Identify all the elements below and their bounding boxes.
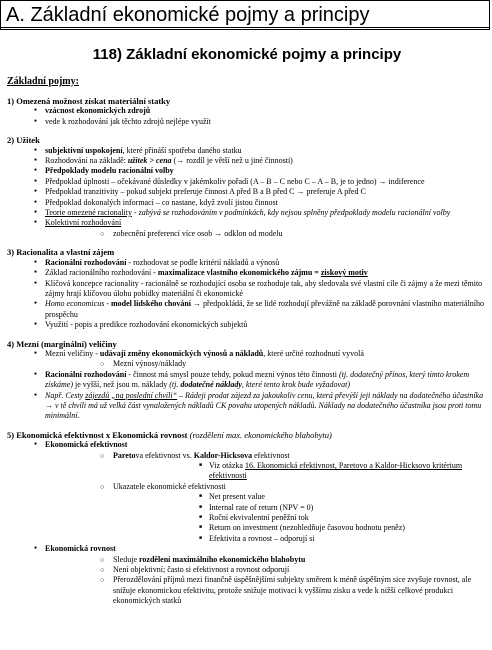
list-item [7, 146, 487, 156]
term: dodatečné náklady [180, 380, 242, 390]
list-item: ● Využití - popis a predikce rozhodování ekonomických subjektů [7, 320, 487, 330]
sub-list [45, 555, 487, 607]
sub-sub-list-item: ■ Internal rate of return (NPV = 0) [113, 503, 487, 513]
sub-sub-list-item: ■ Return on investment (nezohledňuje časovou hodnotu peněz) [113, 523, 487, 533]
header-rule [1, 27, 489, 28]
list-item [7, 349, 487, 370]
sub-sub-list [113, 492, 487, 544]
basic-terms-heading: Základní pojmy: [7, 76, 79, 87]
text: - [104, 299, 111, 309]
term: užitek > cena [127, 156, 172, 166]
section-5-heading [7, 430, 487, 440]
link[interactable]: zájezdů „na poslední chvíli“ [85, 390, 178, 400]
section-2-list [7, 146, 487, 240]
text: → předpokládá, že se lidé rozhodují převážně na základě porovnání vlastního materiálního prospěchu [45, 299, 485, 319]
sub-sub-list-item [113, 461, 487, 482]
list-item: ● Předpoklad úplnosti – očekávané důsledky v jakémkoliv pořadí (A – B – C nebo C – A – B, je to jedno) → indiference [7, 177, 487, 187]
text: Rozhodování na základě: [45, 156, 128, 166]
term: Racionální rozhodování [45, 257, 127, 267]
term: model lidského chování [111, 299, 192, 309]
text: je vyšší, než jsou m. náklady [73, 380, 170, 390]
text: (→ rozdíl je větší než u jiné činnosti) [171, 156, 293, 166]
document-page [7, 34, 487, 607]
text: – Rádeji prodat zájezd za jakoukoliv cenu, která převýší jeji náklady na dodatečného účastníka → v tě chvíli má už velká část vynaložených nákladů CK povahu utopených nákladů. Náklady na dodatečného účastníka jsou proti tomu minimální. [45, 390, 484, 421]
section-2-heading: 2) Užitek [7, 135, 40, 146]
section-4-list [7, 349, 487, 422]
term: Homo economicus [45, 299, 105, 309]
sub-list-item: ○ Není objektivní; často si efektivnost a rovnost odporují [45, 565, 487, 575]
sub-list [45, 359, 487, 369]
document-title: 118) Základní ekonomické pojmy a principy [92, 46, 402, 63]
term: maximalizace vlastního ekonomického zájmu = [157, 268, 321, 278]
sub-list [45, 229, 487, 239]
section-4-heading: 4) Mezní (marginální) veličiny [7, 338, 117, 349]
text: - rozhodovat se podle kritérií nákladů a výnosů [126, 257, 280, 267]
text: Sleduje [113, 554, 139, 564]
term: Kaldor-Hicksova [193, 450, 253, 460]
list-item: ● Předpoklad tranzitivity – pokud subjekt preferuje činnost A před B a B před C → preferuje A před C [7, 187, 487, 197]
sub-sub-list-item: ■ Efektivita a rovnost – odporují si [113, 534, 487, 544]
list-item [7, 370, 487, 391]
sub-list-item: ○ Přerozdělování příjmů mezi finančně úspěšnějšími subjekty směrem k méně úspěšným sice zvyšuje rovnost, ale snižuje ekonomickou efektivitu, protože snižuje motivaci k vyššímu zisku a vede k nižší celkové produkci ekonomických statků [45, 575, 487, 606]
sub-list [45, 451, 487, 545]
text: - zabývá se rozhodováním v podmínkách, kdy nejsou splněny předpoklady modelu racionální volby [131, 208, 451, 218]
text: - činnost má smysl pouze tehdy, pokud mezní výnos této činnosti [126, 369, 339, 379]
sub-sub-list-item: ■ Roční ekvivalentní peněžní tok [113, 513, 487, 523]
section-1-list [7, 106, 487, 127]
sub-sub-list [113, 461, 487, 482]
link[interactable]: Kolektivní rozhodování [45, 218, 122, 228]
term: Pareto [113, 450, 136, 460]
list-item [7, 299, 487, 320]
text: Základ racionálního rozhodování - [45, 268, 158, 278]
header-title: A. Základní ekonomické pojmy a principy [6, 4, 370, 26]
text: efektivnost [252, 450, 290, 460]
text: Viz otázka [209, 461, 245, 470]
term: ziskový motiv [320, 268, 368, 278]
list-item [7, 268, 487, 278]
list-item [7, 208, 487, 218]
text: , které přináší spotřeba daného statku [122, 145, 242, 155]
list-item: ● Předpoklady modelu racionální volby [7, 166, 487, 176]
sub-list-item: ○ zobecnění preferencí více osob → odklon od modelu [45, 229, 487, 239]
list-item [7, 544, 487, 606]
list-item [7, 156, 487, 166]
section-1-heading: 1) Omezená možnost získat materiální statky [7, 96, 171, 106]
text: (tj. dodatečný přínos, který tímto krokem získáme) [45, 369, 470, 390]
text: Např. Cesty [45, 390, 86, 400]
list-item: ● Klíčová koncepce racionality - racionálně se rozhodující osoba se rozhoduje tak, aby sledovala své vlastní cíle či zájmy a že mezi těmito zájmy hrají klíčovou úlohu pobídky materiální či ekonomické [7, 279, 487, 300]
sub-list-item [45, 482, 487, 544]
sub-list-item [45, 555, 487, 565]
sub-list-item [45, 451, 487, 482]
text: Ukazatele ekonomické efektivnosti [113, 481, 226, 491]
header-bar [0, 0, 490, 30]
term: udávají změny ekonomických výnosů a nákladů [99, 348, 264, 358]
sub-sub-list-item: ■ Net present value [113, 492, 487, 502]
heading-note: (rozdělení max. ekonomického blahobytu) [187, 429, 332, 440]
term: subjektivní uspokojení [45, 145, 123, 155]
list-item [7, 440, 487, 544]
section-3-heading: 3) Racionalita a vlastní zájem [7, 247, 115, 258]
sub-list-item: ○ Mezní výnosy/náklady [45, 359, 487, 369]
list-item [7, 391, 487, 422]
link[interactable]: Teorie omezené racionality [45, 208, 132, 218]
term: rozdělení maximálního ekonomického blahobytu [139, 554, 306, 564]
link[interactable]: 16. Ekonomická efektivnost, Pareto [244, 461, 360, 470]
text: (tj. [169, 380, 181, 390]
text: Mezní veličiny - [45, 348, 100, 358]
list-item [7, 258, 487, 268]
section-5-list [7, 440, 487, 607]
section-3-list [7, 258, 487, 331]
term: Racionální rozhodování [45, 369, 127, 379]
list-item [7, 218, 487, 239]
term: Ekonomická efektivnost [45, 440, 128, 450]
text: , které určité rozhodnutí vyvolá [263, 348, 364, 358]
list-item: ● vzácnost ekonomických zdrojů [7, 106, 487, 116]
text: , které tento krok bude vyžadovat) [241, 380, 350, 390]
heading-text: 5) Ekonomická efektivnost x Ekonomická rovnost [7, 429, 188, 440]
link[interactable]: vo a Kaldor-Hicksovo kritérium efektivnosti [209, 461, 463, 481]
list-item: ● Předpoklad dokonalých informací – co nastane, když zvolí jistou činnost [7, 198, 487, 208]
term: Ekonomická rovnost [45, 544, 116, 554]
list-item: ● vede k rozhodování jak těchto zdrojů nejlépe využít [7, 117, 487, 127]
text: va efektivnost vs. [135, 450, 194, 460]
